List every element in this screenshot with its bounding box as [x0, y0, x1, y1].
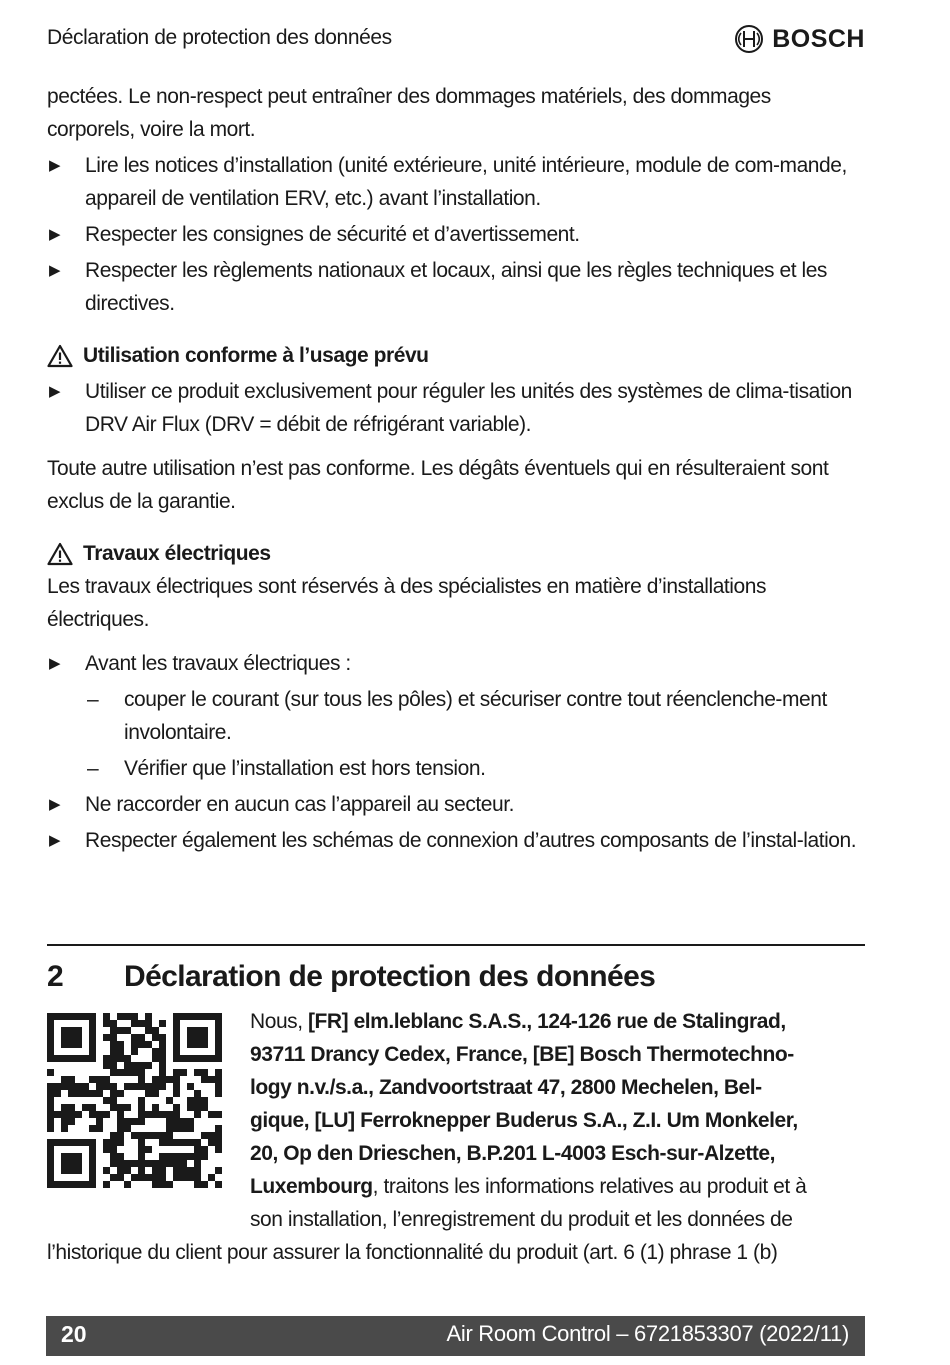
triangle-right-icon: ▶	[49, 262, 61, 279]
body-content	[47, 80, 865, 857]
page-number: 20	[61, 1321, 87, 1347]
warning-triangle-icon	[47, 542, 73, 566]
triangle-right-icon: ▶	[49, 832, 61, 849]
warning-triangle-icon	[47, 344, 73, 368]
intro-line-1: pectées. Le non-respect peut entraîner des dommages matériels, des dommages	[47, 85, 771, 108]
list-item: ▶ Ne raccorder en aucun cas l’appareil au secteur.	[47, 788, 865, 821]
dash-mark: –	[87, 688, 99, 711]
electrical-intro: Les travaux électriques sont réservés à des spécialistes en matière d’installations électriques.	[47, 575, 767, 631]
list-item: ▶ Avant les travaux électriques :	[47, 647, 865, 680]
bosch-logo-icon	[734, 24, 764, 54]
privacy-paragraph: Nous, [FR] elm.leblanc S.A.S., 124-126 rue de Stalingrad, 93711 Drancy Cedex, France, [BE] Bosch Thermotechno- logy n.v./s.a., Zandvoortstraat 47, 2800 Mechelen, Bel- gique, [LU] Ferroknepper Buderus S.A., Z.I. Um Monkeler, 20, Op den Drieschen, B.P.201 L-4003 Esch-sur-Alzette, Luxembourg, traitons les informations relatives au produit et à son installation, l’enregistrement du produit et les données de l’historique du client pour assurer la fonctionnalité du produit (art. 6 (1) phrase 1 (b)	[47, 1010, 807, 1264]
document-reference: Air Room Control – 6721853307 (2022/11)	[446, 1321, 849, 1346]
triangle-right-icon: ▶	[49, 383, 61, 400]
list-item: ▶ Utiliser ce produit exclusivement pour réguler les unités des systèmes de clima-tisation DRV Air Flux (DRV = débit de réfrigérant variable).	[47, 375, 865, 441]
brand	[734, 24, 865, 54]
triangle-right-icon: ▶	[49, 655, 61, 672]
page-footer	[46, 1316, 865, 1356]
usage-note: Toute autre utilisation n’est pas conforme. Les dégâts éventuels qui en résulteraient sont exclus de la garantie.	[47, 457, 829, 513]
sub-list-item: – couper le courant (sur tous les pôles) et sécuriser contre tout réenclenche-ment involontaire.	[47, 683, 865, 749]
electrical-heading-text: Travaux électriques	[83, 542, 271, 565]
section-divider	[47, 944, 865, 946]
header-title: Déclaration de protection des données	[47, 26, 392, 49]
dash-mark: –	[87, 757, 99, 780]
sub-list-item: – Vérifier que l’installation est hors tension.	[47, 752, 865, 785]
list-item: ▶ Lire les notices d’installation (unité extérieure, unité intérieure, module de com-mande, appareil de ventilation ERV, etc.) avant l’installation.	[47, 149, 865, 215]
brand-name: BOSCH	[772, 24, 865, 53]
triangle-right-icon: ▶	[49, 796, 61, 813]
page-header	[47, 26, 865, 54]
list-item: ▶ Respecter les règlements nationaux et locaux, ainsi que les règles techniques et les directives.	[47, 254, 865, 320]
triangle-right-icon: ▶	[49, 226, 61, 243]
list-item: ▶ Respecter les consignes de sécurité et d’avertissement.	[47, 218, 865, 251]
usage-heading-text: Utilisation conforme à l’usage prévu	[83, 344, 429, 367]
section-number: 2	[47, 960, 64, 993]
triangle-right-icon: ▶	[49, 157, 61, 174]
usage-heading	[47, 339, 865, 372]
section-title: Déclaration de protection des données	[124, 960, 656, 993]
intro-line-2: corporels, voire la mort.	[47, 118, 256, 141]
electrical-heading	[47, 537, 865, 570]
list-item: ▶ Respecter également les schémas de connexion d’autres composants de l’instal-lation.	[47, 824, 865, 857]
